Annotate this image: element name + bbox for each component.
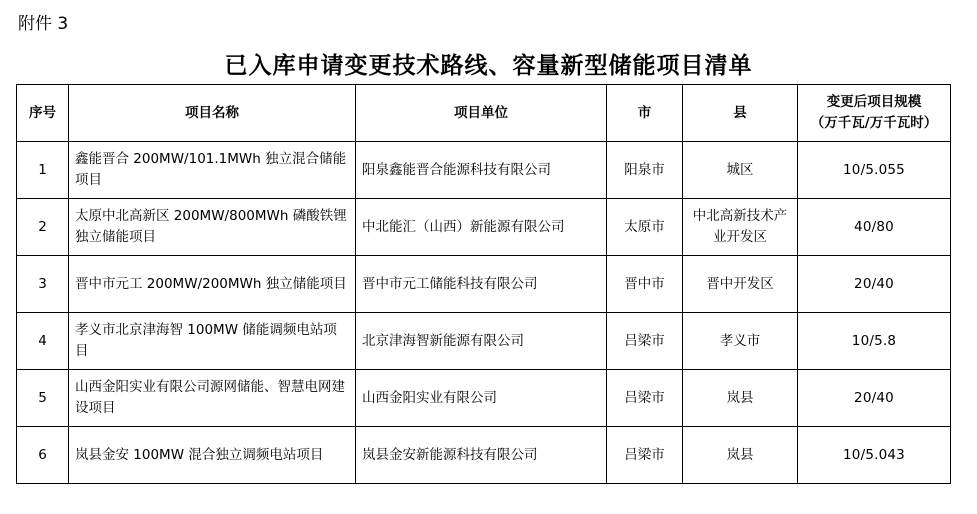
cell-county: 孝义市 — [683, 313, 798, 370]
cell-scale: 10/5.8 — [798, 313, 951, 370]
header-county: 县 — [683, 85, 798, 142]
header-scale-line1: 变更后项目规模 — [826, 94, 922, 110]
cell-city: 晋中市 — [607, 256, 683, 313]
cell-project-name: 孝义市北京津海智 100MW 储能调频电站项目 — [69, 313, 356, 370]
header-no: 序号 — [17, 85, 69, 142]
cell-city: 阳泉市 — [607, 142, 683, 199]
cell-project-unit: 阳泉鑫能晋合能源科技有限公司 — [356, 142, 607, 199]
header-scale-line2: （万千瓦/万千瓦时） — [810, 115, 938, 131]
cell-project-name: 山西金阳实业有限公司源网储能、智慧电网建设项目 — [69, 370, 356, 427]
attachment-label: 附件 3 — [18, 14, 69, 34]
table-header-row — [17, 85, 951, 142]
cell-county: 城区 — [683, 142, 798, 199]
cell-no: 5 — [17, 370, 69, 427]
header-name: 项目名称 — [69, 85, 356, 142]
cell-project-name: 岚县金安 100MW 混合独立调频电站项目 — [69, 427, 356, 484]
cell-no: 3 — [17, 256, 69, 313]
table-row — [17, 256, 951, 313]
table-row — [17, 313, 951, 370]
cell-project-unit: 岚县金安新能源科技有限公司 — [356, 427, 607, 484]
cell-county: 晋中开发区 — [683, 256, 798, 313]
cell-city: 吕梁市 — [607, 370, 683, 427]
table-row — [17, 142, 951, 199]
cell-project-unit: 北京津海智新能源有限公司 — [356, 313, 607, 370]
table-row — [17, 199, 951, 256]
cell-project-name: 太原中北高新区 200MW/800MWh 磷酸铁锂独立储能项目 — [69, 199, 356, 256]
cell-scale: 10/5.055 — [798, 142, 951, 199]
cell-city: 吕梁市 — [607, 313, 683, 370]
cell-city: 吕梁市 — [607, 427, 683, 484]
page-title: 已入库申请变更技术路线、容量新型储能项目清单 — [224, 53, 753, 79]
cell-county: 岚县 — [683, 427, 798, 484]
cell-county: 岚县 — [683, 370, 798, 427]
table-row — [17, 427, 951, 484]
cell-project-unit: 晋中市元工储能科技有限公司 — [356, 256, 607, 313]
project-table — [16, 84, 951, 484]
header-scale — [798, 85, 951, 142]
cell-project-name: 晋中市元工 200MW/200MWh 独立储能项目 — [69, 256, 356, 313]
header-city: 市 — [607, 85, 683, 142]
cell-scale: 20/40 — [798, 256, 951, 313]
cell-no: 1 — [17, 142, 69, 199]
cell-scale: 10/5.043 — [798, 427, 951, 484]
cell-no: 2 — [17, 199, 69, 256]
table-row — [17, 370, 951, 427]
cell-project-name: 鑫能晋合 200MW/101.1MWh 独立混合储能项目 — [69, 142, 356, 199]
cell-no: 6 — [17, 427, 69, 484]
cell-scale: 20/40 — [798, 370, 951, 427]
cell-no: 4 — [17, 313, 69, 370]
cell-city: 太原市 — [607, 199, 683, 256]
header-unit: 项目单位 — [356, 85, 607, 142]
cell-project-unit: 山西金阳实业有限公司 — [356, 370, 607, 427]
cell-county: 中北高新技术产业开发区 — [683, 199, 798, 256]
cell-project-unit: 中北能汇（山西）新能源有限公司 — [356, 199, 607, 256]
cell-scale: 40/80 — [798, 199, 951, 256]
